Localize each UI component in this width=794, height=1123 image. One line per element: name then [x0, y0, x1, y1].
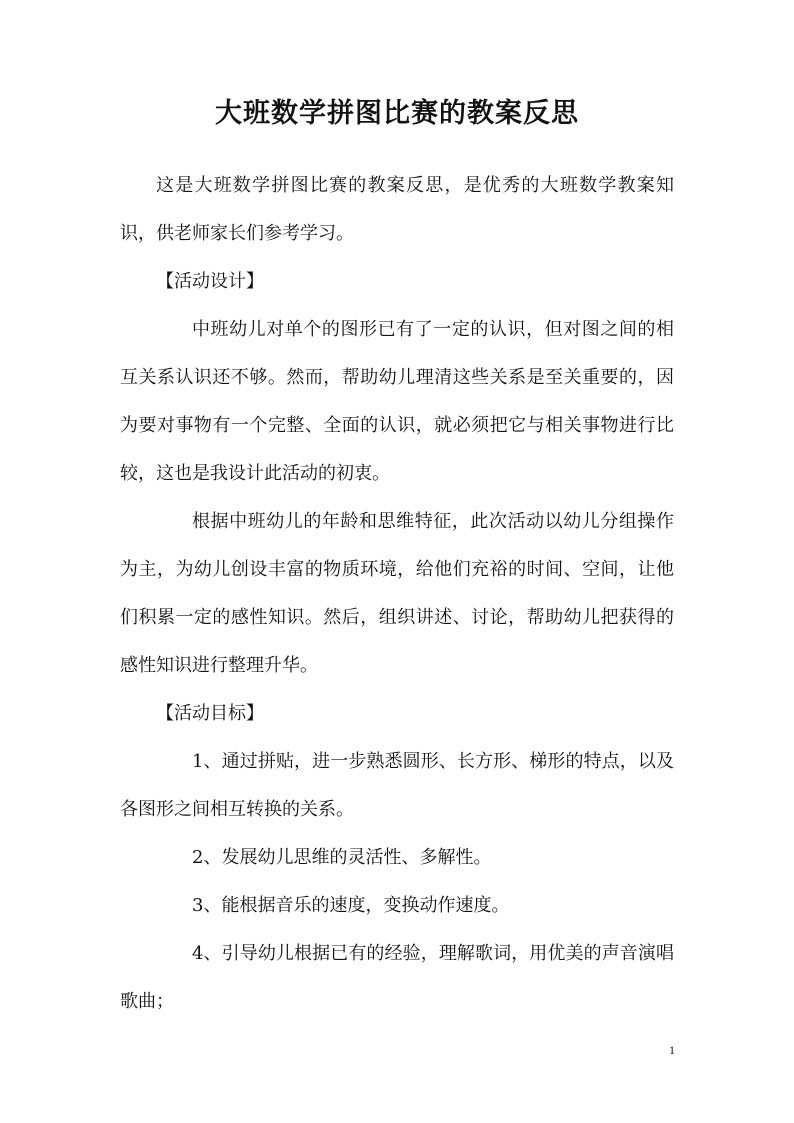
goal-item-1: 1、通过拼贴，进一步熟悉圆形、长方形、梯形的特点，以及各图形之间相互转换的关系。 [120, 751, 674, 820]
goal-item-3: 3、能根据音乐的速度，变换动作速度。 [192, 895, 510, 916]
document-body [120, 162, 674, 1026]
document-title: 大班数学拼图比赛的教案反思 [215, 98, 579, 129]
section-heading-activity-design: 【活动设计】 [156, 271, 264, 292]
activity-design-paragraph-1: 中班幼儿对单个的图形已有了一定的认识，但对图之间的相互关系认识还不够。然而，帮助幼儿理清这些关系是至关重要的，因为要对事物有一个完整、全面的认识，就必须把它与相关事物进行比较，这也是我设计此活动的初衷。 [120, 319, 674, 484]
section-heading-activity-goals: 【活动目标】 [156, 703, 264, 724]
goal-item-4: 4、引导幼儿根据已有的经验，理解歌词，用优美的声音演唱歌曲； [120, 943, 674, 1012]
activity-design-paragraph-2: 根据中班幼儿的年龄和思维特征，此次活动以幼儿分组操作为主，为幼儿创设丰富的物质环境，给他们充裕的时间、空间，让他们积累一定的感性知识。然后，组织讲述、讨论，帮助幼儿把获得的感性知识进行整理升华。 [120, 511, 674, 676]
page-number: 1 [669, 1043, 675, 1057]
intro-paragraph: 这是大班数学拼图比赛的教案反思，是优秀的大班数学教案知识，供老师家长们参考学习。 [120, 175, 674, 244]
goal-item-2: 2、发展幼儿思维的灵活性、多解性。 [192, 847, 492, 868]
